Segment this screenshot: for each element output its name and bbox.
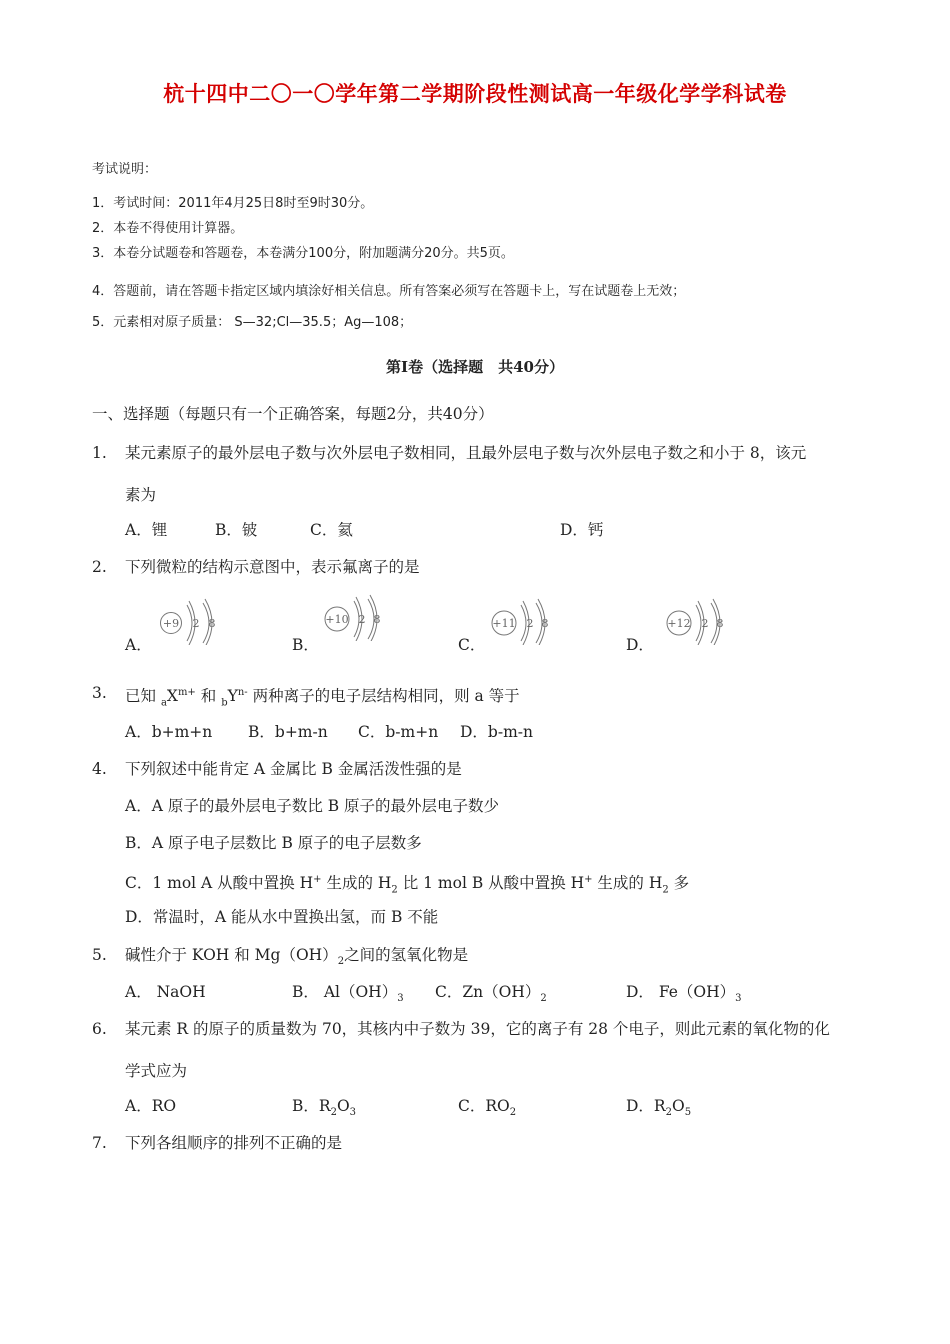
question-number: 1. [92, 444, 107, 462]
option-c: C．氦 [310, 521, 353, 539]
question-text: 下列各组顺序的排列不正确的是 [125, 1134, 343, 1152]
option-b: B． [292, 636, 319, 654]
ion-structure-diagram-d [663, 597, 733, 645]
part-heading: 一、选择题（每题只有一个正确答案，每题2分，共40分） [92, 405, 494, 423]
option-d: D．钙 [560, 521, 604, 539]
option-a: A．b+m+n [125, 723, 213, 741]
option-d: D．常温时，A 能从水中置换出氢，而 B 不能 [125, 908, 439, 926]
question-text: 下列叙述中能肯定 A 金属比 B 金属活泼性强的是 [125, 760, 462, 778]
nucleus-charge: +9 [162, 617, 180, 630]
shell-electrons: 8 [373, 613, 381, 626]
ion-structure-diagram-b [320, 593, 390, 641]
question-text: 碱性介于 KOH 和 $Mg(OH)_2$之间的氢氧化物是 [125, 946, 469, 968]
shell-electrons: 2 [526, 617, 534, 630]
question-number: 2. [92, 558, 107, 576]
option-d: D． $Fe(OH)_3$ [626, 983, 742, 1005]
option-c: C．b-m+n [358, 723, 439, 741]
question-text: 学式应为 [125, 1062, 188, 1080]
option-c: C．1 mol A 从酸中置换 H+ 生成的 $H_2$ 比 1 mol B 从酸中置换 H+ 生成的 $H_2$ 多 [125, 874, 690, 896]
nucleus-charge: +11 [492, 617, 516, 630]
shell-electrons: 8 [541, 617, 549, 630]
exam-note-item: 4．答题前，请在答题卡指定区域内填涂好相关信息。所有答案必须写在答题卡上，写在试题卷上无效； [92, 284, 686, 299]
shell-electrons: 2 [192, 617, 200, 630]
option-d: D．b-m-n [460, 723, 534, 741]
nucleus-charge: +10 [325, 613, 349, 626]
question-text: 下列微粒的结构示意图中，表示氟离子的是 [125, 558, 420, 576]
option-b: B．铍 [215, 521, 258, 539]
option-a: A．锂 [125, 521, 168, 539]
question-number: 7. [92, 1134, 107, 1152]
ion-structure-diagram-a [155, 597, 225, 645]
question-text: 某元素 R 的原子的质量数为 70，其核内中子数为 39，它的离子有 28 个电子，则此元素的氧化物的化 [125, 1020, 830, 1038]
option-b: B．A 原子电子层数比 B 原子的电子层数多 [125, 834, 422, 852]
shell-electrons: 8 [208, 617, 216, 630]
exam-note-item: 3．本卷分试题卷和答题卷，本卷满分100分，附加题满分20分。共5页。 [92, 246, 514, 261]
question-number: 3. [92, 684, 107, 702]
option-c: C．$Zn(OH)_2$ [435, 983, 547, 1005]
option-a: A．A 原子的最外层电子数比 B 原子的最外层电子数少 [125, 797, 500, 815]
option-b: B．$R_2O_3$ [292, 1097, 357, 1119]
option-b: B． $Al(OH)_3$ [292, 983, 404, 1005]
exam-note-item: 1．考试时间：2011年4月25日8时至9时30分。 [92, 196, 374, 211]
option-d: D． [626, 636, 654, 654]
nucleus-charge: +12 [667, 617, 691, 630]
exam-notes-heading: 考试说明： [92, 162, 158, 177]
question-text: 素为 [125, 486, 157, 504]
shell-electrons: 8 [716, 617, 724, 630]
page-title: 杭十四中二〇一〇学年第二学期阶段性测试高一年级化学学科试卷 [163, 82, 787, 106]
question-text: 已知 $_aX^{m+}$ 和 $_bY^{n-}$ 两种离子的电子层结构相同，则 a 等于 [125, 687, 520, 709]
section-title: 第Ⅰ卷（选择题 共40分） [386, 358, 564, 376]
option-d: D．$R_2O_5$ [626, 1097, 692, 1119]
shell-electrons: 2 [358, 613, 366, 626]
question-text: 某元素原子的最外层电子数与次外层电子数相同，且最外层电子数与次外层电子数之和小于 8，该元 [125, 444, 807, 462]
option-a: A． [125, 636, 152, 654]
exam-note-item: 2．本卷不得使用计算器。 [92, 221, 244, 236]
ion-structure-diagram-c [488, 597, 558, 645]
option-b: B．b+m-n [248, 723, 328, 741]
option-a: A．RO [125, 1097, 177, 1115]
question-number: 5. [92, 946, 107, 964]
exam-note-item: 5．元素相对原子质量： S—32;Cl—35.5；Ag—108； [92, 315, 413, 330]
shell-electrons: 2 [701, 617, 709, 630]
option-c: C． [458, 636, 486, 654]
option-a: A． NaOH [125, 983, 206, 1001]
question-number: 4. [92, 760, 107, 778]
option-c: C．$RO_2$ [458, 1097, 517, 1119]
question-number: 6. [92, 1020, 107, 1038]
